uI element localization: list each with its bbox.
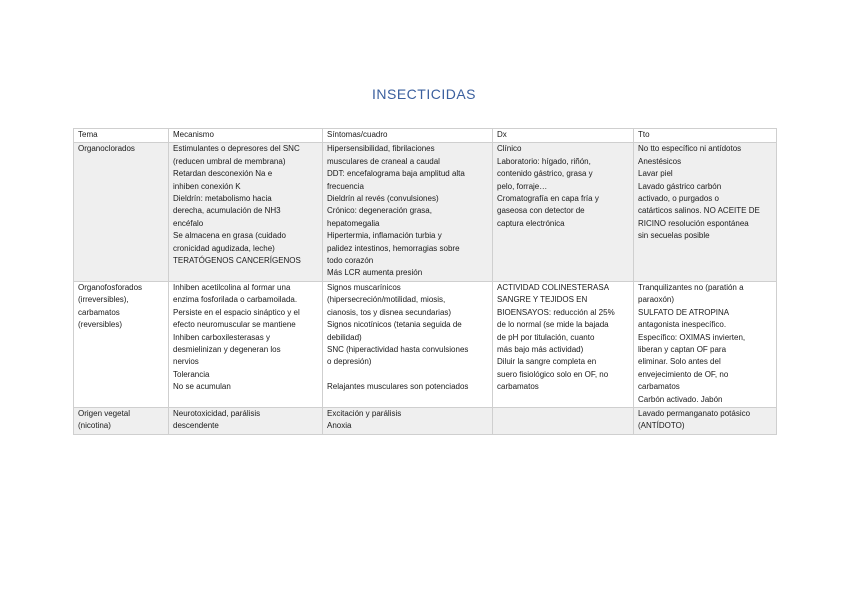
insecticides-table — [73, 128, 777, 435]
cell-line: Relajantes musculares son potenciados — [327, 382, 469, 392]
cell-tto — [634, 281, 777, 407]
cell-line: frecuencia — [327, 181, 364, 191]
cell-line: cianosis, tos y disnea secundarias) — [327, 307, 452, 317]
cell-line: Inhiben carboxilesterasas y — [173, 332, 270, 342]
cell-line: desmielinizan y degeneran los — [173, 344, 281, 354]
cell-dx — [493, 281, 634, 407]
cell-line: Anestésicos — [638, 156, 682, 166]
cell-line: Más LCR aumenta presión — [327, 268, 423, 278]
cell-tema — [74, 143, 169, 281]
cell-line: envejecimiento de OF, no — [638, 369, 729, 379]
cell-line: ACTIVIDAD COLINESTERASA — [497, 282, 610, 292]
cell-line: más bajo más actividad) — [497, 344, 584, 354]
cell-line: encéfalo — [173, 218, 204, 228]
cell-line: palidez intestinos, hemorragias sobre — [327, 243, 460, 253]
cell-line: SNC (hiperactividad hasta convulsiones — [327, 344, 469, 354]
cell-line: carbamatos — [78, 307, 120, 317]
cell-mecanismo — [169, 281, 323, 407]
cell-mecanismo — [169, 407, 323, 434]
cell-line: TERATÓGENOS CANCERÍGENOS — [173, 256, 301, 266]
cell-line: (irreversibles), — [78, 295, 129, 305]
header-dx: Dx — [493, 129, 634, 143]
cell-tto — [634, 143, 777, 281]
cell-line: (reversibles) — [78, 320, 123, 330]
cell-line: pelo, forraje… — [497, 181, 548, 191]
cell-line: Organoclorados — [78, 144, 135, 154]
cell-line: No tto específico ni antídotos — [638, 144, 742, 154]
cell-dx — [493, 143, 634, 281]
cell-line: Inhiben acetilcolina al formar una — [173, 282, 291, 292]
cell-line: hepatomegalia — [327, 218, 380, 228]
table-header-row — [74, 129, 777, 143]
cell-line: todo corazón — [327, 256, 374, 266]
cell-tto — [634, 407, 777, 434]
cell-line: (ANTÍDOTO) — [638, 421, 685, 431]
cell-line: SANGRE Y TEJIDOS EN — [497, 295, 588, 305]
cell-line: de pH por titulación, cuanto — [497, 332, 595, 342]
cell-sintomas — [323, 143, 493, 281]
cell-line: derecha, acumulación de NH3 — [173, 206, 281, 216]
header-mecanismo: Mecanismo — [169, 129, 323, 143]
cell-line: Laboratorio: hígado, riñón, — [497, 156, 591, 166]
cell-line: Hipertermia, inflamación turbia y — [327, 231, 442, 241]
cell-line: Tranquilizantes no (paratión a — [638, 282, 744, 292]
header-sintomas: Síntomas/cuadro — [323, 129, 493, 143]
cell-line: de lo normal (se mide la bajada — [497, 320, 609, 330]
cell-line: eliminar. Solo antes del — [638, 357, 721, 367]
cell-line: antagonista inespecífico. — [638, 320, 727, 330]
cell-line: (nicotina) — [78, 421, 111, 431]
cell-line: musculares de craneal a caudal — [327, 156, 440, 166]
cell-line: cronicidad agudizada, leche) — [173, 243, 275, 253]
cell-line: Lavado permanganato potásico — [638, 408, 751, 418]
cell-line: Anoxia — [327, 421, 352, 431]
cell-dx — [493, 407, 634, 434]
cell-line: gaseosa con detector de — [497, 206, 585, 216]
cell-line: Estimulantes o depresores del SNC — [173, 144, 300, 154]
cell-line: carbamatos — [497, 382, 539, 392]
cell-line: Excitación y parálisis — [327, 408, 402, 418]
cell-line: Cromatografía en capa fría y — [497, 194, 599, 204]
cell-line: debilidad) — [327, 332, 362, 342]
cell-line: sin secuelas posible — [638, 231, 710, 241]
cell-tema — [74, 281, 169, 407]
cell-line: Neurotoxicidad, parálisis — [173, 408, 261, 418]
cell-line: BIOENSAYOS: reducción al 25% — [497, 307, 615, 317]
cell-line — [327, 369, 488, 381]
cell-line: Dieldrín: metabolismo hacia — [173, 194, 272, 204]
cell-line: Dieldrín al revés (convulsiones) — [327, 194, 439, 204]
cell-line: (hipersecreción/motilidad, miosis, — [327, 295, 446, 305]
cell-line: Se almacena en grasa (cuidado — [173, 231, 286, 241]
cell-line: Signos nicotínicos (tetania seguida de — [327, 320, 462, 330]
cell-line: nervios — [173, 357, 199, 367]
document-title: INSECTICIDAS — [371, 86, 476, 102]
cell-line: Clínico — [497, 144, 522, 154]
cell-line: catárticos salinos. NO ACEITE DE — [638, 206, 760, 216]
cell-line: o depresión) — [327, 357, 372, 367]
cell-line: No se acumulan — [173, 382, 231, 392]
cell-line: Lavado gástrico carbón — [638, 181, 722, 191]
cell-line: Diluir la sangre completa en — [497, 357, 597, 367]
cell-line: activado, o purgados o — [638, 194, 719, 204]
cell-line: Retardan desconexión Na e — [173, 169, 273, 179]
cell-line: suero fisiológico solo en OF, no — [497, 369, 609, 379]
table-body — [74, 143, 777, 434]
cell-line: paraoxón) — [638, 295, 675, 305]
table-row — [74, 281, 777, 407]
table-row — [74, 143, 777, 281]
cell-line: Persiste en el espacio sináptico y el — [173, 307, 300, 317]
cell-line: Carbón activado. Jabón — [638, 394, 723, 404]
cell-line: contenido gástrico, grasa y — [497, 169, 593, 179]
cell-line: descendente — [173, 421, 219, 431]
cell-line: Tolerancia — [173, 369, 210, 379]
cell-tema — [74, 407, 169, 434]
cell-mecanismo — [169, 143, 323, 281]
cell-line: Crónico: degeneración grasa, — [327, 206, 432, 216]
cell-sintomas — [323, 281, 493, 407]
header-tto: Tto — [634, 129, 777, 143]
header-tema: Tema — [74, 129, 169, 143]
cell-line: Signos muscarínicos — [327, 282, 401, 292]
table-row — [74, 407, 777, 434]
cell-line: enzima fosforilada o carbamoilada. — [173, 295, 298, 305]
cell-sintomas — [323, 407, 493, 434]
cell-line: Hipersensibilidad, fibrilaciones — [327, 144, 435, 154]
cell-line: captura electrónica — [497, 218, 565, 228]
cell-line: Organofosforados — [78, 282, 143, 292]
cell-line: Lavar piel — [638, 169, 673, 179]
cell-line: inhiben conexión K — [173, 181, 241, 191]
cell-line: SULFATO DE ATROPINA — [638, 307, 730, 317]
cell-line: efecto neuromuscular se mantiene — [173, 320, 296, 330]
cell-line: (reducen umbral de membrana) — [173, 156, 286, 166]
cell-line: liberan y captan OF para — [638, 344, 727, 354]
cell-line: DDT: encefalograma baja amplitud alta — [327, 169, 465, 179]
cell-line: RICINO resolución espontánea — [638, 218, 749, 228]
cell-line: Específico: OXIMAS invierten, — [638, 332, 746, 342]
cell-line: carbamatos — [638, 382, 680, 392]
cell-line: Origen vegetal — [78, 408, 131, 418]
